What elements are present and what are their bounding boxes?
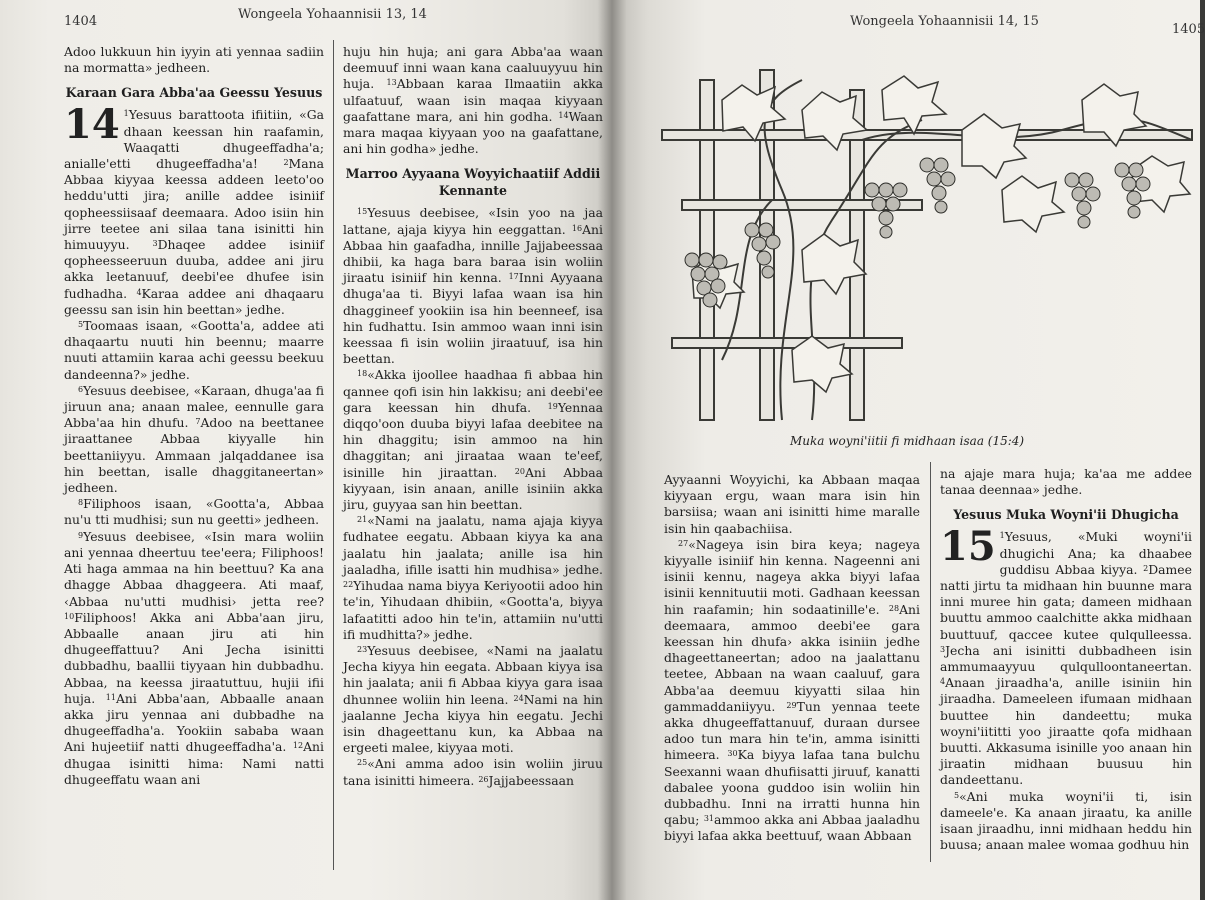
chapter-14-start: 14 $^1$Yesuus barattoota ifiitiin, «Ga dhaan keessan hin raafamin, Waaqatti dhugeeffadha'a; anialle'etti dhugeeffadha'a! $^2$Mana Abbaa kiyyaa keessa addeen leeto'oo heddu'utti jira; anille addee isiniif qopheessiisaaf deemaara. Adoo isiin hin jirre teetee ani silaa tana isinitti hin himuuyyu. $^3$Dhaqee addee isiniif qopheesseeruun duuba, addee ani jiru akka leetanuuf, deebi'ee dhufee isin fudhadha. $^4$Karaa addee ani dhaqaaru geessu san isin hin beettan» jedhe.: [64, 101, 324, 317]
verse: Yihudaa nama biyya Keriyootii adoo hin te'in, Yihudaan dhibiin, «Gootta'a, biyya lafaatitti adoo hin te'in, attamiin nu'utti ifi mudhitta?» jedhe.: [343, 578, 603, 642]
right-column-1: [664, 472, 920, 845]
verse: Yesuus deebisee, «Isin yoo na jaa lattane, ajaja kiyya hin eeggattan.: [343, 205, 603, 237]
verse: Ayyaanni Woyyichi, ka Abbaan maqaa kiyyaan ergu, waan mara isin hin barsiisa; waan ani isinitti hime maralle isin hin qaabachiisa.: [664, 472, 920, 536]
verse: Abbaan karaa Ilmaatiin akka ulfaatuuf, waan isin maqaa kiyyaan gaafattane mara, ani hin godha.: [343, 76, 603, 124]
column-divider: [333, 40, 334, 870]
intro-text: Adoo lukkuun hin iyyin ati yennaa sadiin na mormatta» jedheen.: [64, 44, 324, 76]
verse: Ani dhugaa isinitti hima: Nami natti dhugeeffatu waan ani: [64, 739, 324, 787]
paragraph: $^9$Yesuus deebisee, «Isin mara woliin ani yennaa dheertuu tee'eera; Filiphoos! Ati haga ammaa na hin beettuu? Ka ana dhagge Abbaa dhaggeera. Ati maaf, ‹Abbaa nu'utti mudhisi› jetta ree? $^{10}$Filiphoos! Akka ani Abba'aan jiru, Abbaalle anaan jiru ati hin dhugeeffattuu? Ani Jecha isinitti dubbadhu, baallii tiyyaan hin dubbadhu. Abbaa, na keessa jiraatuttuu, hujii ifii huja. $^{11}$Ani Abba'aan, Abbaalle anaan akka jiru yennaa ani dubbadhe na dhugeeffadha'a. Yookiin sababa waan Ani hujeetiif natti dhugeeffadha'a. $^{12}$Ani dhugaa isinitti hima: Nami natti dhugeeffatu waan ani: [64, 528, 324, 787]
paragraph: $^5$Toomaas isaan, «Gootta'a, addee ati dhaqaartu nuuti hin beennu; maarre nuuti attamiin karaa achi geessu beekuu dandeenna?» jedhe.: [64, 318, 324, 382]
verse: Filiphoos! Akka ani Abba'aan jiru, Abbaalle anaan jiru ati hin dhugeeffattuu? Ani Jecha isinitti dubbadhu, baallii tiyyaan hin dubbadhu. Abbaa, na keessa jiraatuttuu, hujii ifii huja.: [64, 609, 324, 706]
section-heading: Karaan Gara Abba'aa Geessu Yesuus: [65, 85, 323, 101]
verse: Jecha ani isinitti dubbadheen isin ammumaayyuu qulqulloontaneertan.: [940, 642, 1192, 675]
paragraph: $^6$Yesuus deebisee, «Karaan, dhuga'aa fi jiruun ana; anaan malee, eennulle gara Abba'aa hin dhufu. $^7$Adoo na beettanee jiraattanee Abbaa kiyyalle hin beettaniiyyu. Ammaan jalqaddanee isa hin beettan, isalle dhaggitaneertan» jedheen.: [64, 382, 324, 496]
left-column-2: [343, 44, 603, 789]
verse: Yesuus deebisee, «Isin mara woliin ani yennaa dheertuu tee'eera; Filiphoos! Ati haga ammaa na hin beettuu? Ka ana dhagge Abbaa dhaggeera. Ati maaf, ‹Abbaa nu'utti mudhisi› jetta ree?: [64, 528, 324, 609]
verse: Yesuus deebisee, «Nami na jaalatu Jecha kiyya hin eegata. Abbaan kiyya isa hin jaalata; anii fi Abbaa kiyya gara isaa dhunnee woliin hin leena.: [343, 642, 603, 707]
running-head-right: Wongeela Yohaannisii 14, 15: [850, 14, 1039, 29]
verse: Dhaqee addee isiniif qopheesseeruun duuba, addee ani jiru akka leetanuuf, deebi'ee dhufee isin fudhadha.: [64, 237, 324, 301]
paragraph: $^{27}$«Nageya isin bira keya; nageya kiyyalle isiniif hin kenna. Nageenni ani isinii kennu, nageya akka biyyi lafaa isinii kennituutii moti. Gadhaan keessan hin raafamin; hin sodaatinille'e. $^{28}$Ani deemaara, ammoo deebi'ee gara keessan hin dhufa› akka isiniin jedhe dhageettaneertan; adoo na jaalattanu teetee, Abbaan na waan caaluuf, gara Abba'aa deemuu kiyyatti silaa hin gammaddaniiyyu. $^{29}$Tun yennaa teete akka dhugeeffattanuuf, duraan dursee adoo tun mara hin te'in, amma isinitti himeera. $^{30}$Ka biyya lafaa tana bulchu Seexanni waan dhufiisatti jiruuf, kanatti dabalee yoona guddoo isin woliin hin dubbadhu. Inni na irratti hunna hin qabu; $^{31}$ammoo akka ani Abbaa jaaladhu biyyi lafaa akka beettuuf, waan Abbaan: [664, 536, 920, 844]
verse: Waan mara maqaa kiyyaan yoo na gaafattane, ani hin godha» jedhe.: [343, 108, 603, 157]
paragraph: $^5$«Ani muka woyni'ii ti, isin dameele'e. Ka anaan jiraatu, ka anille isaan jiraadhu, inni midhaan heddu hin buusa; anaan malee womaa godhuu hin: [940, 788, 1192, 853]
column-divider: [930, 462, 931, 862]
chapter-15-start: 15 $^1$Yesuus, «Muki woyni'ii dhugichi Ana; ka dhaabee guddisu Abbaa kiyya. $^2$Damee natti jirtu ta midhaan hin buunne mara inni muree hin gata; dameen midhaan buuttu ammoo caalchitte akka midhaan buuttuuf, qaccee kutee qulqulleessa. $^3$Jecha ani isinitti dubbadheen isin ammumaayyuu qulqulloontaneertan. $^4$Anaan jiraadha'a, anille isiniin hin jiraadha. Dameeleen ifumaan midhaan buuttee hin dandeettu; muka woyni'iititti yoo jiraatte qofa midhaan buutti. Akkasuma isinille yoo anaan hin jiraatin midhaan buusuu hin dandeettanu.: [940, 523, 1192, 788]
verse: «Nami na jaalatu, nama ajaja kiyya fudhatee eegatu. Abbaan kiyya ka ana jaalatu hin jaalata; anille isa hin jaaladha, ifille isatti hin mudhisa» jedhe.: [343, 513, 603, 577]
verse: Yesuus barattoota ifiitiin, «Ga dhaan keessan hin raafamin, Waaqatti dhugeeffadha'a; anialle'etti dhugeeffadha'a!: [64, 107, 324, 172]
verse: Nami na hin jaalanne Jecha kiyya hin eegatu. Jechi isin dhageettanu kun, ka Abbaa na ergeeti malee, kiyyaa moti.: [343, 691, 603, 756]
grapevine-illustration: [662, 60, 1192, 432]
verse: ammoo akka ani Abbaa jaaladhu biyyi lafaa akka beettuuf, waan Abbaan: [664, 812, 920, 844]
verse: Jajjabeessaan: [488, 772, 575, 788]
verse: «Nageya isin bira keya; nageya kiyyalle isiniif hin kenna. Nageenni ani isinii kennu, nageya akka biyyi lafaa isinii kennituutii moti. Gadhaan keessan hin raafamin; hin sodaatinille'e.: [664, 536, 920, 617]
verse: Adoo na beettanee jiraattanee Abbaa kiyyalle hin beettaniiyyu. Ammaan jalqaddanee isa hin beettan, isalle dhaggitaneertan» jedheen.: [64, 415, 324, 496]
verse: huju hin huja; ani gara Abba'aa waan deemuuf inni waan kana caaluuyyuu hin huja.: [343, 44, 603, 92]
paragraph: [940, 466, 1192, 498]
verse: Ani Abba'aan, Abbaalle anaan akka jiru yennaa ani dubbadhe na dhugeeffadha'a. Yookiin sababa waan Ani hujeetiif natti dhugeeffadha'a.: [64, 690, 324, 755]
verse: Yesuus deebisee, «Karaan, dhuga'aa fi jiruun ana; anaan malee, eennulle gara Abba'aa hin dhufu.: [64, 382, 324, 431]
paragraph: [664, 472, 920, 537]
verse: Ani Abbaa kiyyaan, isin anaan, anille isiniin akka jiru, guyyaa san hin beettan.: [343, 464, 603, 513]
paragraph: huju hin huja; ani gara Abba'aa waan deemuuf inni waan kana caaluuyyuu hin huja. $^{13}$Abbaan karaa Ilmaatiin akka ulfaatuuf, waan isin maqaa kiyyaan gaafattane mara, ani hin godha. $^{14}$Waan mara maqaa kiyyaan yoo na gaafattane, ani hin godha» jedhe.: [343, 44, 603, 157]
verse: Ani Abbaa hin gaafadha, innille Jajjabeessaa dhibii, ka haga bara baraa isin woliin jiraatu isiniif hin kenna.: [343, 221, 603, 286]
chapter-number: 14: [64, 101, 120, 149]
paragraph: $^8$Filiphoos isaan, «Gootta'a, Abbaa nu'u tti mudhisi; sun nu geetti» jedheen.: [64, 496, 324, 528]
verse: Ka biyya lafaa tana bulchu Seexanni waan dhufiisatti jiruuf, kanatti dabalee yoona guddoo isin woliin hin dubbadhu. Inni na irratti hunna hin qabu;: [664, 747, 920, 828]
paragraph: $^{21}$«Nami na jaalatu, nama ajaja kiyya fudhatee eegatu. Abbaan kiyya ka ana jaalatu hin jaalata; anille isa hin jaaladha, ifille isatti hin mudhisa» jedhe. $^{22}$Yihudaa nama biyya Keriyootii adoo hin te'in, Yihudaan dhibiin, «Gootta'a, biyya lafaatitti adoo hin te'in, attamiin nu'utti ifi mudhitta?» jedhe.: [343, 513, 603, 642]
verse: Tun yennaa teete akka dhugeeffattanuuf, duraan dursee adoo tun mara hin te'in, amma isinitti himeera.: [664, 698, 920, 763]
verse: Mana Abbaa kiyyaa keessa addeen leeto'oo heddu'utti jira; anille addee isiniif qopheessiisaaf deemaara. Adoo isiin hin jirre teetee ani silaa tana isinitti hin himuuyyu.: [64, 156, 324, 253]
paragraph: $^{25}$«Ani amma adoo isin woliin jiruu tana isinitti himeera. $^{26}$Jajjabeessaan: [343, 756, 603, 788]
illustration-caption: Muka woyni'iitii fi midhaan isaa (15:4): [790, 434, 1025, 448]
verse: na ajaje mara huja; ka'aa me addee tanaa deennaa» jedhe.: [940, 466, 1192, 498]
verse: Toomaas isaan, «Gootta'a, addee ati dhaqaartu nuuti hin beennu; maarre nuuti attamiin karaa achi geessu beekuu dandeenna?» jedhe.: [64, 318, 324, 382]
verse: Inni Ayyaana dhuga'aa ti. Biyyi lafaa waan isa hin dhaggineef yookiin isa hin beenneef, isa hin fudhattu. Isin ammoo waan inni isin keessaa fi isin woliin jiraatuuf, isa hin beettan.: [343, 270, 603, 367]
paragraph: $^{18}$«Akka ijoollee haadhaa fi abbaa hin qannee qofi isin hin lakkisu; ani deebi'ee gara keessan hin dhufa. $^{19}$Yennaa diqqo'oon duuba biyyi lafaa deebitee na hin dhaggitu; isin ammoo na hin dhaggitan; ani jiraataa waan te'eef, isinille hin jiraattan. $^{20}$Ani Abbaa kiyyaan, isin anaan, anille isiniin akka jiru, guyyaa san hin beettan.: [343, 367, 603, 513]
paragraph: $^{15}$Yesuus deebisee, «Isin yoo na jaa lattane, ajaja kiyya hin eeggattan. $^{16}$Ani Abbaa hin gaafadha, innille Jajjabeessaa dhibii, ka haga bara baraa isin woliin jiraatu isiniif hin kenna. $^{17}$Inni Ayyaana dhuga'aa ti. Biyyi lafaa waan isa hin dhaggineef yookiin isa hin beenneef, isa hin fudhattu. Isin ammoo waan inni isin keessaa fi isin woliin jiraatuuf, isa hin beettan.: [343, 205, 603, 367]
right-column-2: [940, 466, 1192, 853]
verse: «Ani amma adoo isin woliin jiruu tana isinitti himeera.: [343, 756, 603, 788]
verse: Yennaa diqqo'oon duuba biyyi lafaa deebitee na hin dhaggitu; isin ammoo na hin dhaggitan; ani jiraataa waan te'eef, isinille hin jiraattan.: [343, 399, 603, 480]
running-head-left: Wongeela Yohaannisii 13, 14: [238, 7, 427, 22]
verse: Ani deemaara, ammoo deebi'ee gara keessan hin dhufa› akka isiniin jedhe dhageettaneertan; adoo na jaalattanu teetee, Abbaan na waan caaluuf, gara Abba'aa deemuu kiyyatti silaa hin gammaddaniiyyu.: [664, 601, 920, 714]
grapevine-trellis-icon: [662, 60, 1192, 432]
verse: Karaa addee ani dhaqaaru geessu san isin hin beettan» jedhe.: [64, 285, 324, 317]
verse: «Ani muka woyni'ii ti, isin dameele'e. Ka anaan jiraatu, ka anille isaan jiraadhu, inni midhaan heddu hin buusa; anaan malee womaa godhuu hin: [940, 788, 1192, 853]
verse: Anaan jiraadha'a, anille isiniin hin jiraadha. Dameeleen ifumaan midhaan buuttee hin dandeettu; muka woyni'iititti yoo jiraatte qofa midhaan buutti. Akkasuma isinille yoo anaan hin jiraatin midhaan buusuu hin dandeettanu.: [940, 675, 1192, 788]
chapter-number: 15: [940, 523, 996, 571]
section-heading: Yesuus Muka Woyni'ii Dhugicha: [953, 507, 1179, 523]
verse: Yesuus, «Muki woyni'ii dhugichi Ana; ka dhaabee guddisu Abbaa kiyya.: [999, 529, 1192, 577]
verse: «Akka ijoollee haadhaa fi abbaa hin qannee qofi isin hin lakkisu; ani deebi'ee gara keessan hin dhufa.: [343, 367, 603, 415]
verse: Filiphoos isaan, «Gootta'a, Abbaa nu'u tti mudhisi; sun nu geetti» jedheen.: [64, 496, 324, 528]
page-number-left: 1404: [64, 14, 98, 29]
page-number-right: 1405: [1172, 22, 1205, 37]
paragraph: $^{23}$Yesuus deebisee, «Nami na jaalatu Jecha kiyya hin eegata. Abbaan kiyya isa hin jaalata; anii fi Abbaa kiyya gara isaa dhunnee woliin hin leena. $^{24}$Nami na hin jaalanne Jecha kiyya hin eegatu. Jechi isin dhageettanu kun, ka Abbaa na ergeeti malee, kiyyaa moti.: [343, 642, 603, 756]
verse: Damee natti jirtu ta midhaan hin buunne mara inni muree hin gata; dameen midhaan buuttu ammoo caalchitte akka midhaan buuttuuf, qaccee kutee qulqulleessa.: [940, 561, 1192, 642]
section-heading: Marroo Ayyaana Woyyichaatiif Addii Kennante: [345, 166, 601, 199]
left-column-1: [64, 44, 324, 788]
